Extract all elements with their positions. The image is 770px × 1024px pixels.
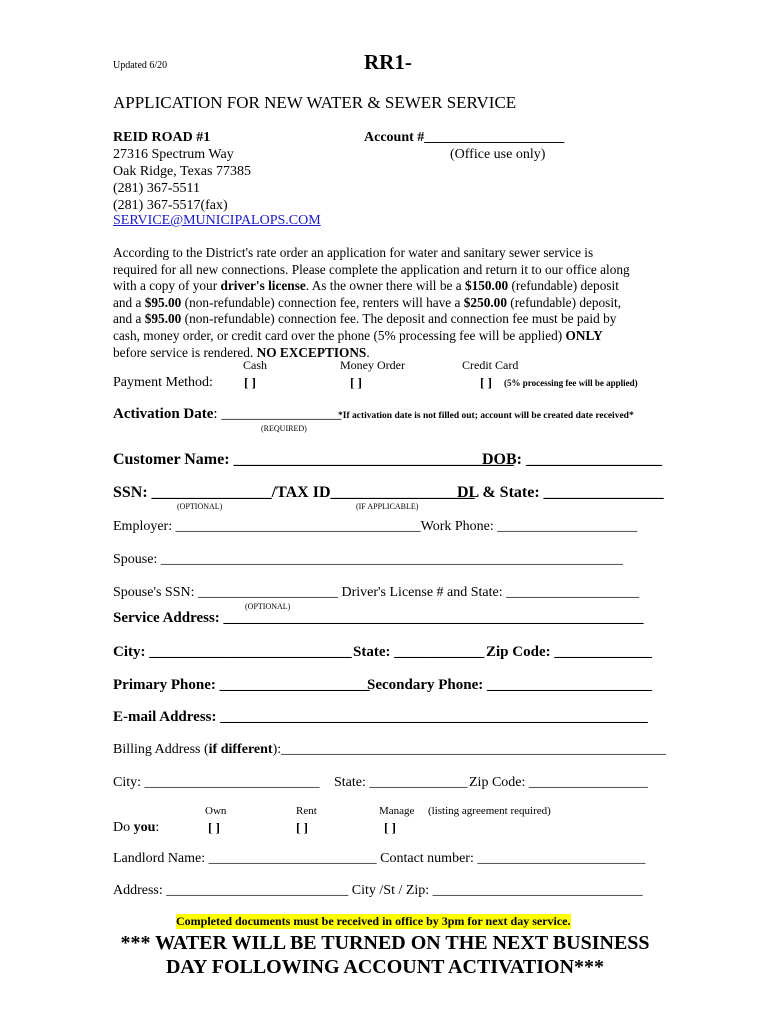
state-field[interactable]: State: ____________: [353, 644, 485, 660]
payment-money-order-checkbox[interactable]: [ ]: [350, 375, 362, 390]
city-field[interactable]: City: ___________________________: [113, 644, 352, 660]
do-you-label: Do you:: [113, 820, 160, 835]
payment-cash-label: Cash: [243, 358, 267, 372]
rent-checkbox[interactable]: [ ]: [296, 820, 308, 835]
intro-line: cash, money order, or credit card over the phone (5% processing fee will be applied) ONLY: [113, 327, 603, 343]
payment-credit-card-label: Credit Card: [462, 358, 519, 372]
secondary-phone-field[interactable]: Secondary Phone: ______________________: [367, 677, 652, 693]
ssn-optional-note: (OPTIONAL): [177, 502, 223, 511]
manage-checkbox[interactable]: [ ]: [384, 820, 396, 835]
billing-zip-field[interactable]: Zip Code: _________________: [469, 775, 648, 790]
activation-note: *If activation date is not filled out; account will be created date received*: [338, 411, 634, 421]
activation-banner-line-2: DAY FOLLOWING ACCOUNT ACTIVATION***: [165, 956, 605, 978]
intro-line: before service is rendered. NO EXCEPTIONS.: [113, 344, 370, 360]
office-use-note: (Office use only): [450, 147, 546, 162]
billing-city-field[interactable]: City: _________________________: [113, 775, 320, 790]
service-address-field[interactable]: Service Address: ________________________________________________________: [113, 610, 644, 626]
dob-field[interactable]: DOB: _________________: [482, 451, 662, 468]
account-number-field[interactable]: Account #____________________: [364, 130, 565, 145]
activation-banner-line-1: *** WATER WILL BE TURNED ON THE NEXT BUSINESS: [120, 932, 650, 954]
email-field[interactable]: E-mail Address: _________________________________________________________: [113, 709, 648, 725]
customer-name-field[interactable]: Customer Name: ___________________________________: [113, 451, 514, 468]
manage-label: Manage: [379, 805, 415, 817]
form-code: RR1-: [364, 50, 412, 74]
deadline-notice: Completed documents must be received in office by 3pm for next day service.: [176, 914, 571, 928]
office-street: 27316 Spectrum Way: [113, 147, 234, 162]
own-checkbox[interactable]: [ ]: [208, 820, 220, 835]
payment-cash-checkbox[interactable]: [ ]: [244, 375, 256, 390]
employer-work-phone-field[interactable]: Employer: ___________________________________Work Phone: ____________________: [113, 519, 638, 534]
office-email-link[interactable]: SERVICE@MUNICIPALOPS.COM: [113, 213, 321, 228]
spouse-field[interactable]: Spouse: __________________________________________________________________: [113, 552, 623, 567]
payment-money-order-label: Money Order: [340, 358, 405, 372]
spouse-ssn-dl-field[interactable]: Spouse's SSN: ____________________ Driver's License # and State: ___________________: [113, 585, 640, 600]
zip-code-field[interactable]: Zip Code: _____________: [486, 644, 652, 660]
listing-agreement-note: (listing agreement required): [428, 805, 551, 817]
payment-method-label: Payment Method:: [113, 375, 213, 390]
intro-line: required for all new connections. Please complete the application and return it to our office along: [113, 261, 630, 277]
landlord-contact-field[interactable]: Landlord Name: ________________________ Contact number: ________________________: [113, 851, 646, 866]
primary-phone-field[interactable]: Primary Phone: ____________________: [113, 677, 370, 693]
rent-label: Rent: [296, 805, 317, 817]
activation-required-note: (REQUIRED): [261, 424, 307, 433]
intro-line: and a $95.00 (non-refundable) connection fee, renters will have a $250.00 (refundable) deposit,: [113, 294, 622, 310]
intro-line: According to the District's rate order an application for water and sanitary sewer service is: [113, 245, 594, 260]
own-label: Own: [205, 805, 227, 817]
office-fax: (281) 367-5517(fax): [113, 198, 228, 213]
billing-state-field[interactable]: State: ______________: [334, 775, 468, 790]
activation-date-field[interactable]: Activation Date: ________________: [113, 406, 342, 422]
payment-credit-card-checkbox[interactable]: [ ]: [480, 375, 492, 390]
intro-line: with a copy of your driver's license. As the owner there will be a $150.00 (refundable) deposit: [113, 278, 619, 294]
ssn-tax-id-field[interactable]: SSN: _______________/TAX ID__________________: [113, 484, 475, 501]
office-city: Oak Ridge, Texas 77385: [113, 164, 251, 179]
intro-line: and a $95.00 (non-refundable) connection fee. The deposit and connection fee must be paid by: [113, 311, 617, 327]
page-title: APPLICATION FOR NEW WATER & SEWER SERVICE: [113, 93, 517, 112]
office-phone: (281) 367-5511: [113, 181, 200, 196]
spouse-ssn-optional-note: (OPTIONAL): [245, 602, 291, 611]
landlord-address-field[interactable]: Address: __________________________ City /St / Zip: ______________________________: [113, 883, 643, 898]
tax-id-applicable-note: (IF APPLICABLE): [356, 502, 419, 511]
office-name: REID ROAD #1: [113, 130, 211, 145]
intro-paragraph: [113, 245, 673, 361]
credit-card-fee-note: (5% processing fee will be applied): [504, 378, 638, 388]
updated-date: Updated 6/20: [113, 60, 168, 71]
dl-state-field[interactable]: DL & State: _______________: [457, 484, 664, 501]
billing-address-field[interactable]: Billing Address (if different):_______________________________________________________: [113, 742, 667, 757]
